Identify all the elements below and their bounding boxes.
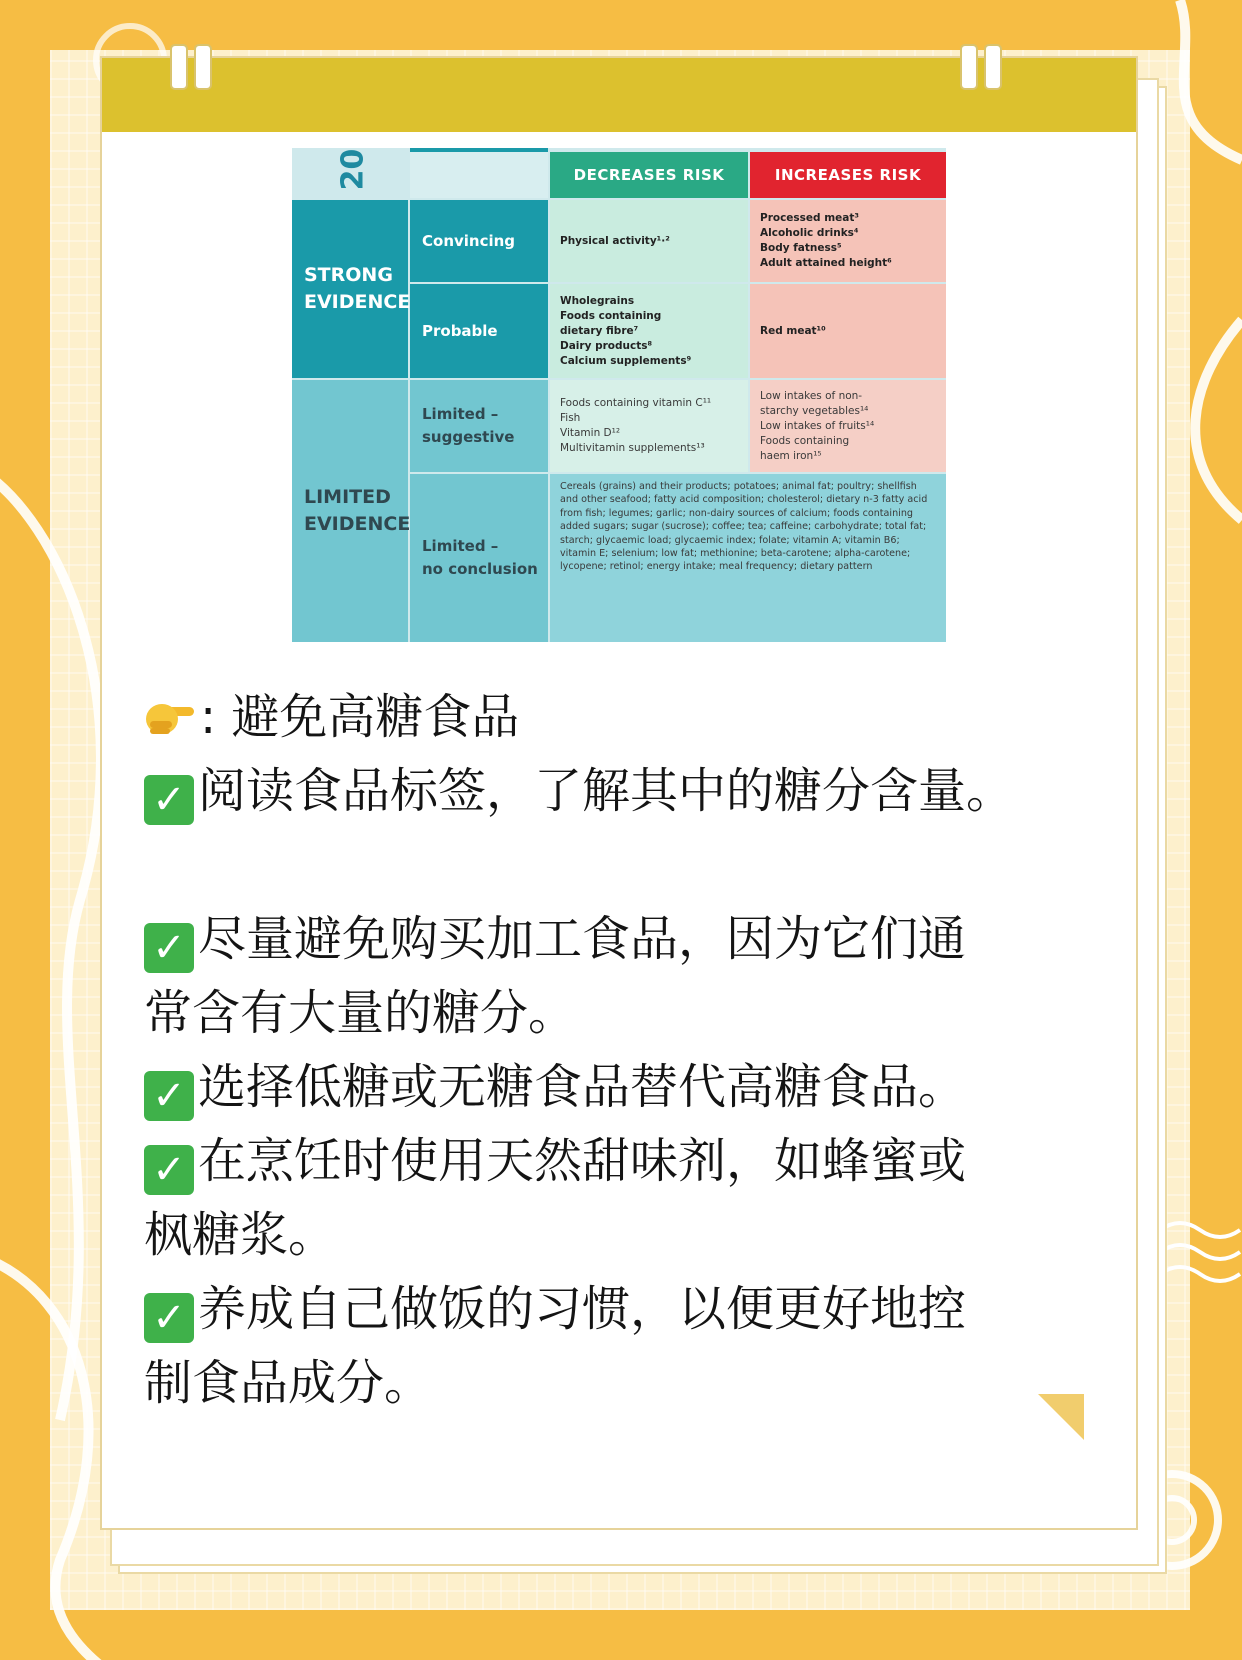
tip-text: 制食品成分。 xyxy=(144,1355,433,1411)
grade-limited-no-conclusion xyxy=(410,474,548,642)
evidence-table-image xyxy=(292,148,946,642)
grade-text: Limited – xyxy=(422,405,499,423)
table-item: dietary fibre⁷ xyxy=(560,324,639,337)
tip-line xyxy=(144,1050,1134,1124)
table-item: Low intakes of non- xyxy=(760,389,863,402)
grade-convincing-text: Convincing xyxy=(422,231,516,250)
tip-line-continued xyxy=(144,1346,1134,1420)
check-mark-icon: ✓ xyxy=(144,1071,194,1121)
tip-text: 枫糖浆。 xyxy=(144,1207,337,1263)
suggestive-increases-cell xyxy=(750,380,946,472)
convincing-decreases-cell xyxy=(550,200,748,282)
table-item: Calcium supplements⁹ xyxy=(560,354,692,367)
convincing-increases-cell xyxy=(750,200,946,282)
table-item: Processed meat³ xyxy=(760,212,859,224)
check-mark-icon: ✓ xyxy=(144,1145,194,1195)
check-mark-icon: ✓ xyxy=(144,923,194,973)
tip-line-continued xyxy=(144,976,1134,1050)
heading-text: : 避免高糖食品 xyxy=(200,689,520,745)
tip-text: 在烹饪时使用天然甜味剂，如蜂蜜或 xyxy=(198,1133,967,1189)
tip-line xyxy=(144,1124,1134,1198)
header-decreases-risk: DECREASES RISK xyxy=(550,152,748,198)
table-item: Body fatness⁵ xyxy=(760,242,842,254)
table-item: Foods containing vitamin C¹¹ xyxy=(560,397,712,409)
table-item: Fish xyxy=(560,412,581,424)
tips-text-block xyxy=(144,680,1134,1420)
table-item: Adult attained height⁶ xyxy=(760,257,892,269)
pointing-hand-icon xyxy=(144,695,196,739)
tip-text: 常含有大量的糖分。 xyxy=(144,985,577,1041)
limited-evidence-label xyxy=(292,380,411,642)
limited-evidence-line: LIMITED xyxy=(304,486,391,508)
tip-line xyxy=(144,1272,1134,1346)
table-item: Alcoholic drinks⁴ xyxy=(760,227,859,239)
grade-text: no conclusion xyxy=(422,560,538,578)
heading-line xyxy=(144,680,1134,754)
table-item: Foods containing xyxy=(560,309,662,322)
table-item: haem iron¹⁵ xyxy=(760,449,822,462)
binder-clip-icon xyxy=(170,44,188,90)
table-item: Dairy products⁸ xyxy=(560,339,653,352)
check-mark-icon: ✓ xyxy=(144,775,194,825)
header-blank xyxy=(410,148,548,198)
tip-line xyxy=(144,902,1134,976)
year-tab xyxy=(292,148,410,198)
grade-probable xyxy=(410,284,548,378)
table-item: starchy vegetables¹⁴ xyxy=(760,404,869,417)
tip-line xyxy=(144,754,1134,828)
binder-clip-icon xyxy=(194,44,212,90)
grade-convincing xyxy=(410,200,548,282)
grade-limited-suggestive xyxy=(410,380,548,472)
blank-line xyxy=(144,828,1134,902)
table-item: Wholegrains xyxy=(560,294,635,307)
no-conclusion-items-cell xyxy=(550,474,946,642)
grade-text: suggestive xyxy=(422,428,515,446)
header-increases-risk: INCREASES RISK xyxy=(750,152,946,198)
tip-text: 阅读食品标签，了解其中的糖分含量。 xyxy=(198,763,1015,819)
grade-text: Limited – xyxy=(422,537,499,555)
notepad-header-bar xyxy=(102,58,1136,132)
check-mark-icon: ✓ xyxy=(144,1293,194,1343)
probable-decreases-cell xyxy=(550,284,748,378)
table-item: Vitamin D¹² xyxy=(560,427,621,439)
binder-clip-icon xyxy=(984,44,1002,90)
table-item: Red meat¹⁰ xyxy=(760,324,826,337)
binder-clip-icon xyxy=(960,44,978,90)
strong-evidence-line: EVIDENCE xyxy=(304,291,411,313)
strong-evidence-line: STRONG xyxy=(304,264,393,286)
limited-evidence-line: EVIDENCE xyxy=(304,513,411,535)
table-item: Physical activity¹·² xyxy=(560,234,670,247)
tip-line-continued xyxy=(144,1198,1134,1272)
table-item: Multivitamin supplements¹³ xyxy=(560,442,705,454)
table-item: Low intakes of fruits¹⁴ xyxy=(760,419,875,432)
tip-text: 养成自己做饭的习惯，以便更好地控 xyxy=(198,1281,967,1337)
strong-evidence-label xyxy=(292,200,411,378)
table-item: Cereals (grains) and their products; potatoes; animal fat; poultry; shellfish and other seafood; fatty acid composition; cholesterol; dietary n-3 fatty acid from fish; legumes; garlic; non-dairy sources of calcium; foods containing added sugars; sugar (sucrose); coffee; tea; caffeine; carbohydrate; total fat; starch; glycaemic load; glycaemic index; folate; vitamin A; vitamin B6; vitamin E; selenium; low fat; methionine; beta-carotene; alpha-carotene; lycopene; retinol; energy intake; meal frequency; dietary pattern xyxy=(560,481,928,573)
tip-text: 选择低糖或无糖食品替代高糖食品。 xyxy=(198,1059,967,1115)
tip-text: 尽量避免购买加工食品，因为它们通 xyxy=(198,911,967,967)
suggestive-decreases-cell xyxy=(550,380,748,472)
grade-probable-text: Probable xyxy=(422,321,498,340)
year-tab-text: 20 xyxy=(335,148,371,191)
probable-increases-cell xyxy=(750,284,946,378)
table-item: Foods containing xyxy=(760,434,850,447)
